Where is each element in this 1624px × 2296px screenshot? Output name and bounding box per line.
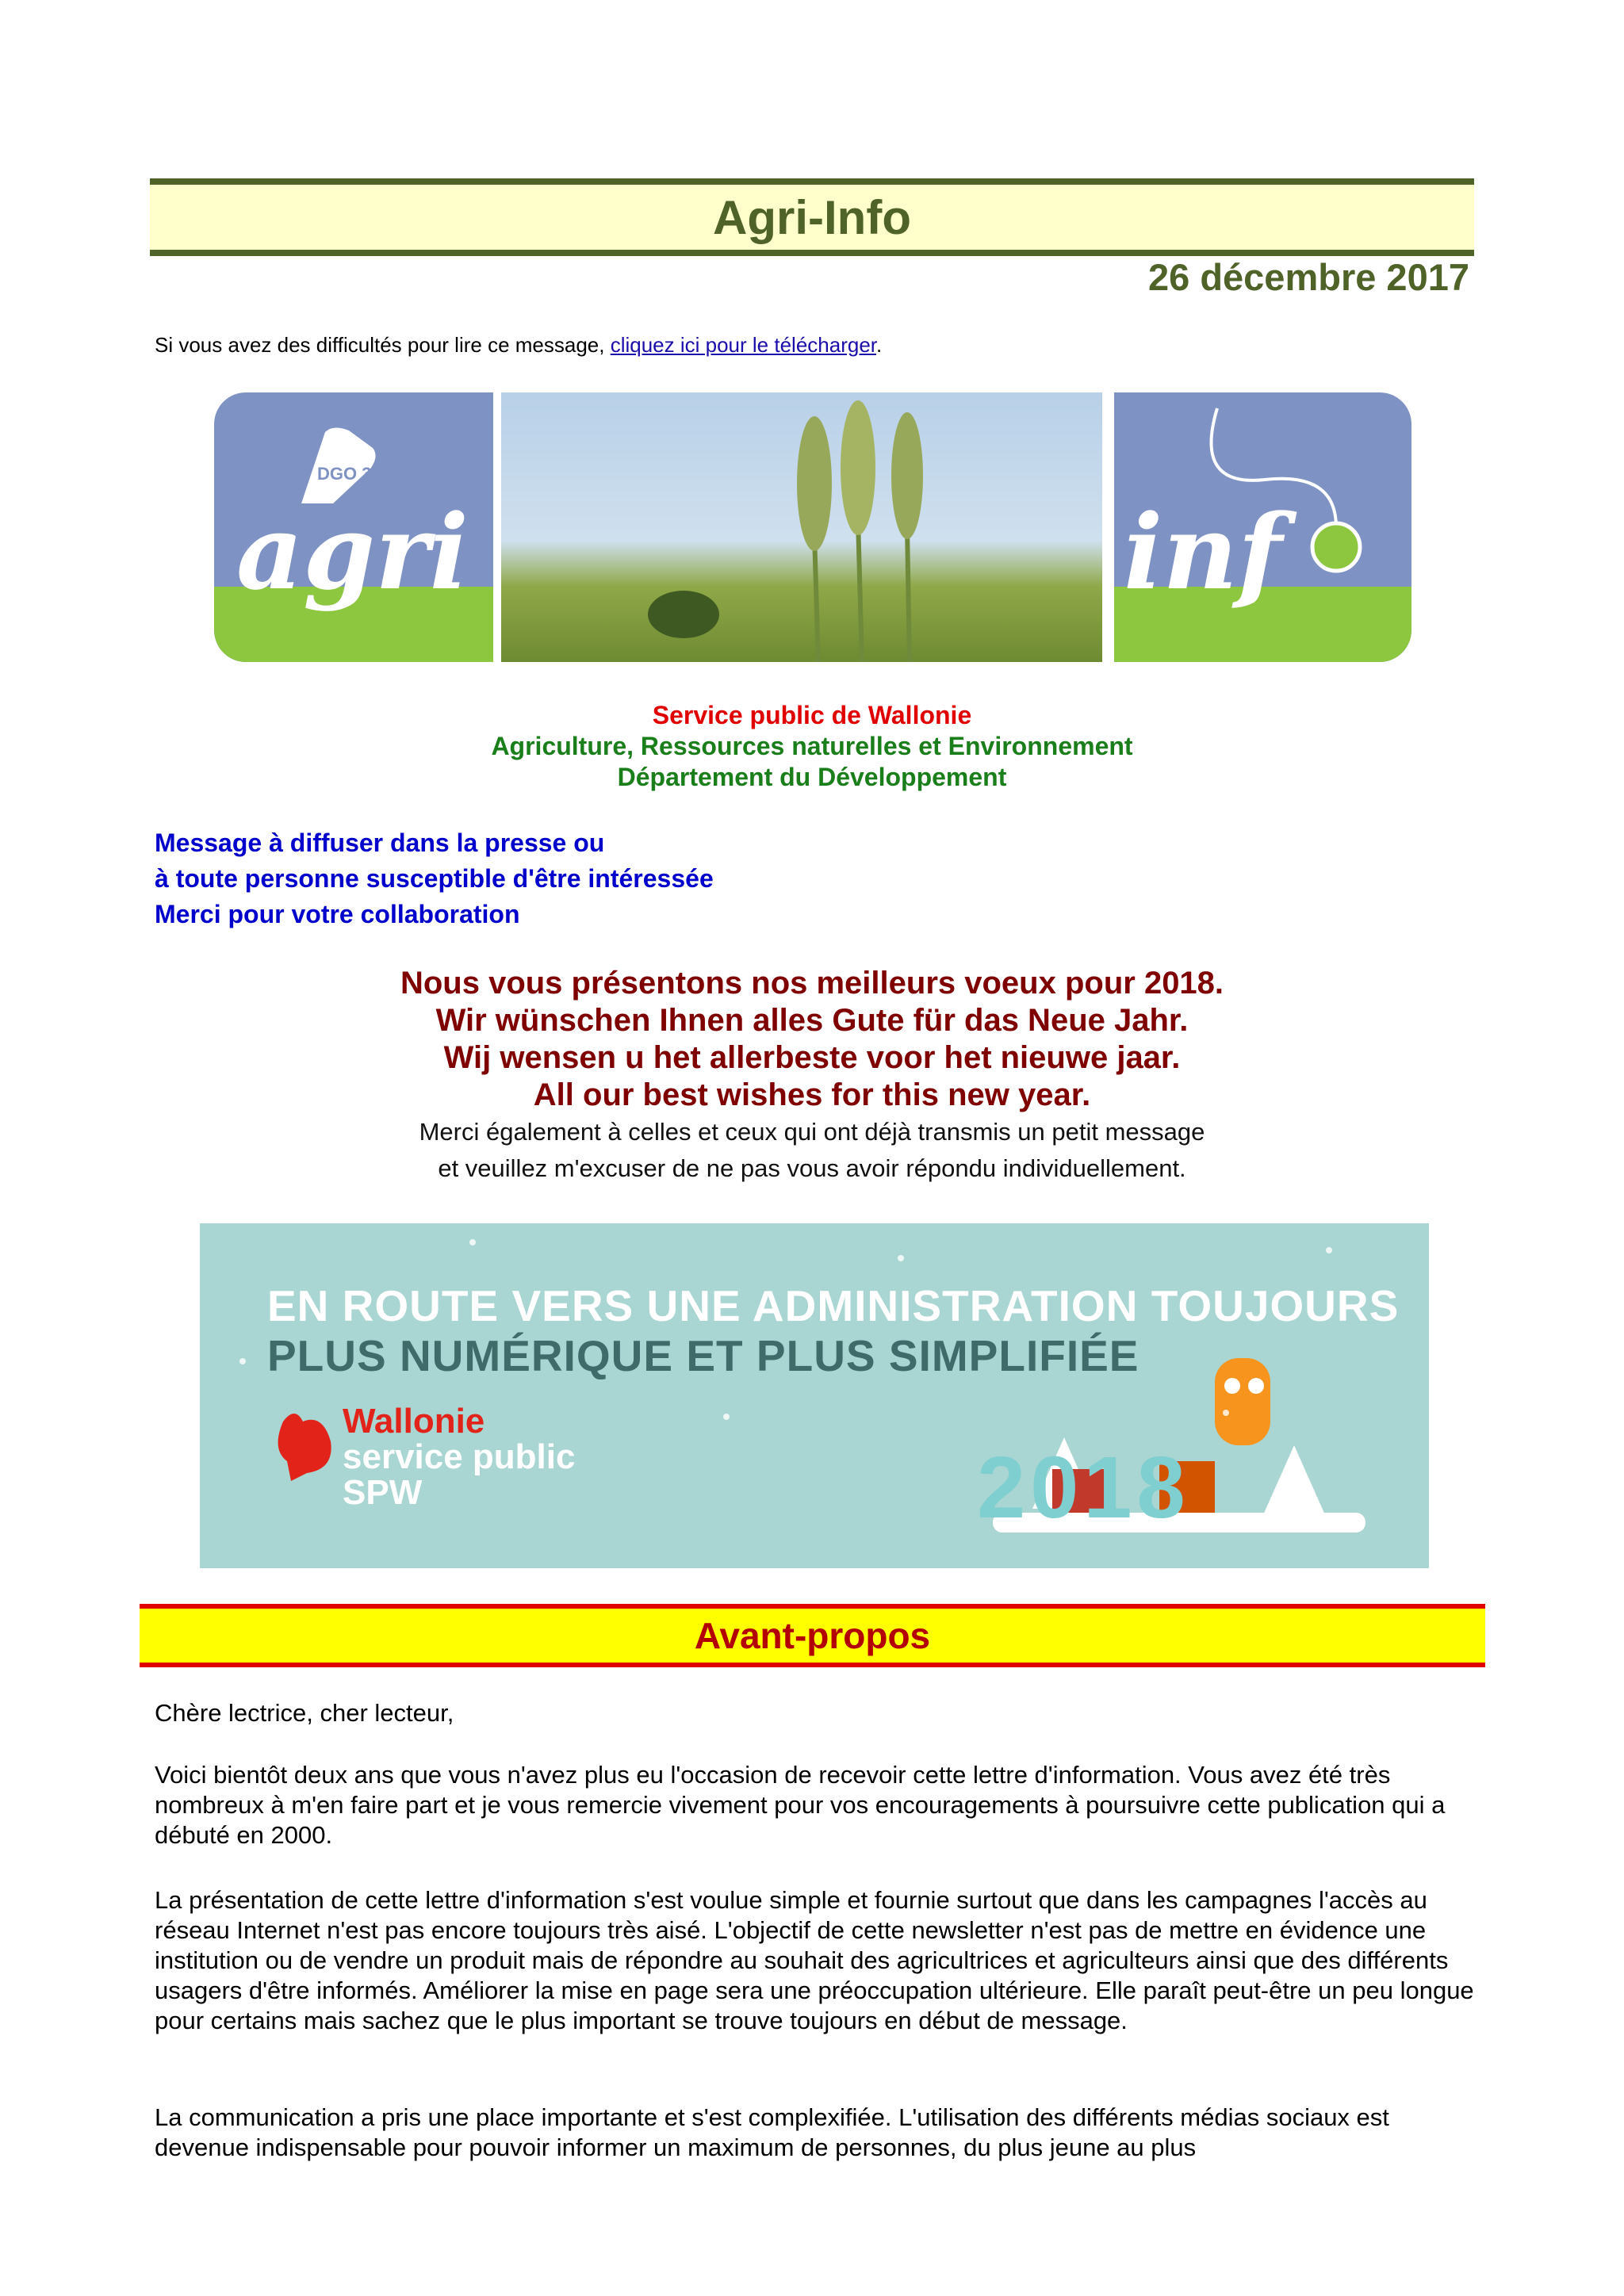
spw-logo-service: service public — [343, 1437, 576, 1476]
banner-left-panel — [214, 392, 493, 662]
org-line-1: Service public de Wallonie — [652, 701, 972, 729]
title-band — [150, 178, 1474, 256]
agri-word: agri — [236, 492, 469, 613]
diffusion-line-1: Message à diffuser dans la presse ou — [155, 828, 605, 857]
org-line-2: Agriculture, Ressources naturelles et Environnement — [491, 732, 1133, 760]
thanks-line-1: Merci également à celles et ceux qui ont déjà transmis un petit message — [419, 1118, 1205, 1146]
snowflake — [723, 1414, 730, 1420]
newsletter-title: Agri-Info — [713, 190, 911, 244]
spw-headline-1: EN ROUTE VERS UNE ADMINISTRATION TOUJOURS — [267, 1281, 1400, 1330]
notice-text: Si vous avez des difficultés pour lire ce message, — [155, 333, 611, 357]
snowflake — [469, 1239, 476, 1246]
spw-logo-wallonie: Wallonie — [343, 1402, 485, 1441]
spw-greeting-banner — [200, 1223, 1429, 1568]
info-word: inf — [1124, 492, 1282, 613]
section-band — [140, 1604, 1485, 1667]
wish-nl: Wij wensen u het allerbeste voor het nieuwe jaar. — [443, 1040, 1181, 1075]
snowflake — [1223, 1410, 1229, 1416]
notice-end: . — [876, 333, 883, 357]
wheat-photo — [501, 392, 1102, 662]
wish-fr: Nous vous présentons nos meilleurs voeux pour 2018. — [400, 966, 1224, 1001]
wish-en: All our best wishes for this new year. — [533, 1077, 1091, 1112]
snowflake — [239, 1358, 246, 1364]
snowflake — [898, 1255, 904, 1261]
spw-logo-spw: SPW — [343, 1473, 423, 1512]
paragraph-1: Voici bientôt deux ans que vous n'avez plus eu l'occasion de recevoir cette lettre d'information. Vous avez été très nombreux à m'en faire part et je vous remercie vivement pour vos encouragements à poursuivre cette publication qui a débuté en 2000. — [155, 1761, 1446, 1849]
diffusion-line-2: à toute personne susceptible d'être intéressée — [155, 864, 714, 893]
issue-date: 26 décembre 2017 — [1147, 256, 1469, 298]
paragraph-2: La présentation de cette lettre d'information s'est voulue simple et fournie surtout que dans les campagnes l'accès au réseau Internet n'est pas encore toujours très aisé. L'objectif de cette newsletter n'est pas de mettre en évidence une institution ou de vendre un produit mais de répondre au souhait des agricultrices et agriculteurs ainsi que des différents usagers d'être informés. Améliorer la mise en page sera une préoccupation ultérieure. Elle paraît peut-être un peu longue pour certains mais sachez que le plus important se trouve toujours en début de message. — [155, 1886, 1474, 2034]
download-link[interactable]: cliquez ici pour le télécharger — [610, 333, 876, 357]
paragraph-3: La communication a pris une place importante et s'est complexifiée. L'utilisation des différents médias sociaux est devenue indispensable pour pouvoir informer un maximum de personnes, du plus jeune au plus — [155, 2103, 1389, 2161]
wheat-icon — [501, 392, 1102, 662]
banner-right-panel — [1114, 392, 1411, 662]
diffusion-line-3: Merci pour votre collaboration — [155, 900, 520, 928]
spw-headline-2: PLUS NUMÉRIQUE ET PLUS SIMPLIFIÉE — [267, 1331, 1139, 1380]
thanks-line-2: et veuillez m'excuser de ne pas vous avoir répondu individuellement. — [438, 1154, 1186, 1182]
wish-de: Wir wünschen Ihnen alles Gute für das Neue Jahr. — [435, 1003, 1189, 1038]
greeting: Chère lectrice, cher lecteur, — [155, 1699, 454, 1727]
spw-year: 2018 — [977, 1439, 1190, 1536]
snowflake — [1326, 1247, 1332, 1253]
org-line-3: Département du Développement — [617, 763, 1007, 791]
badge-label: DGO 3 — [317, 464, 372, 484]
rooster-icon — [267, 1406, 339, 1485]
section-title: Avant-propos — [694, 1615, 931, 1656]
download-notice — [155, 333, 882, 358]
